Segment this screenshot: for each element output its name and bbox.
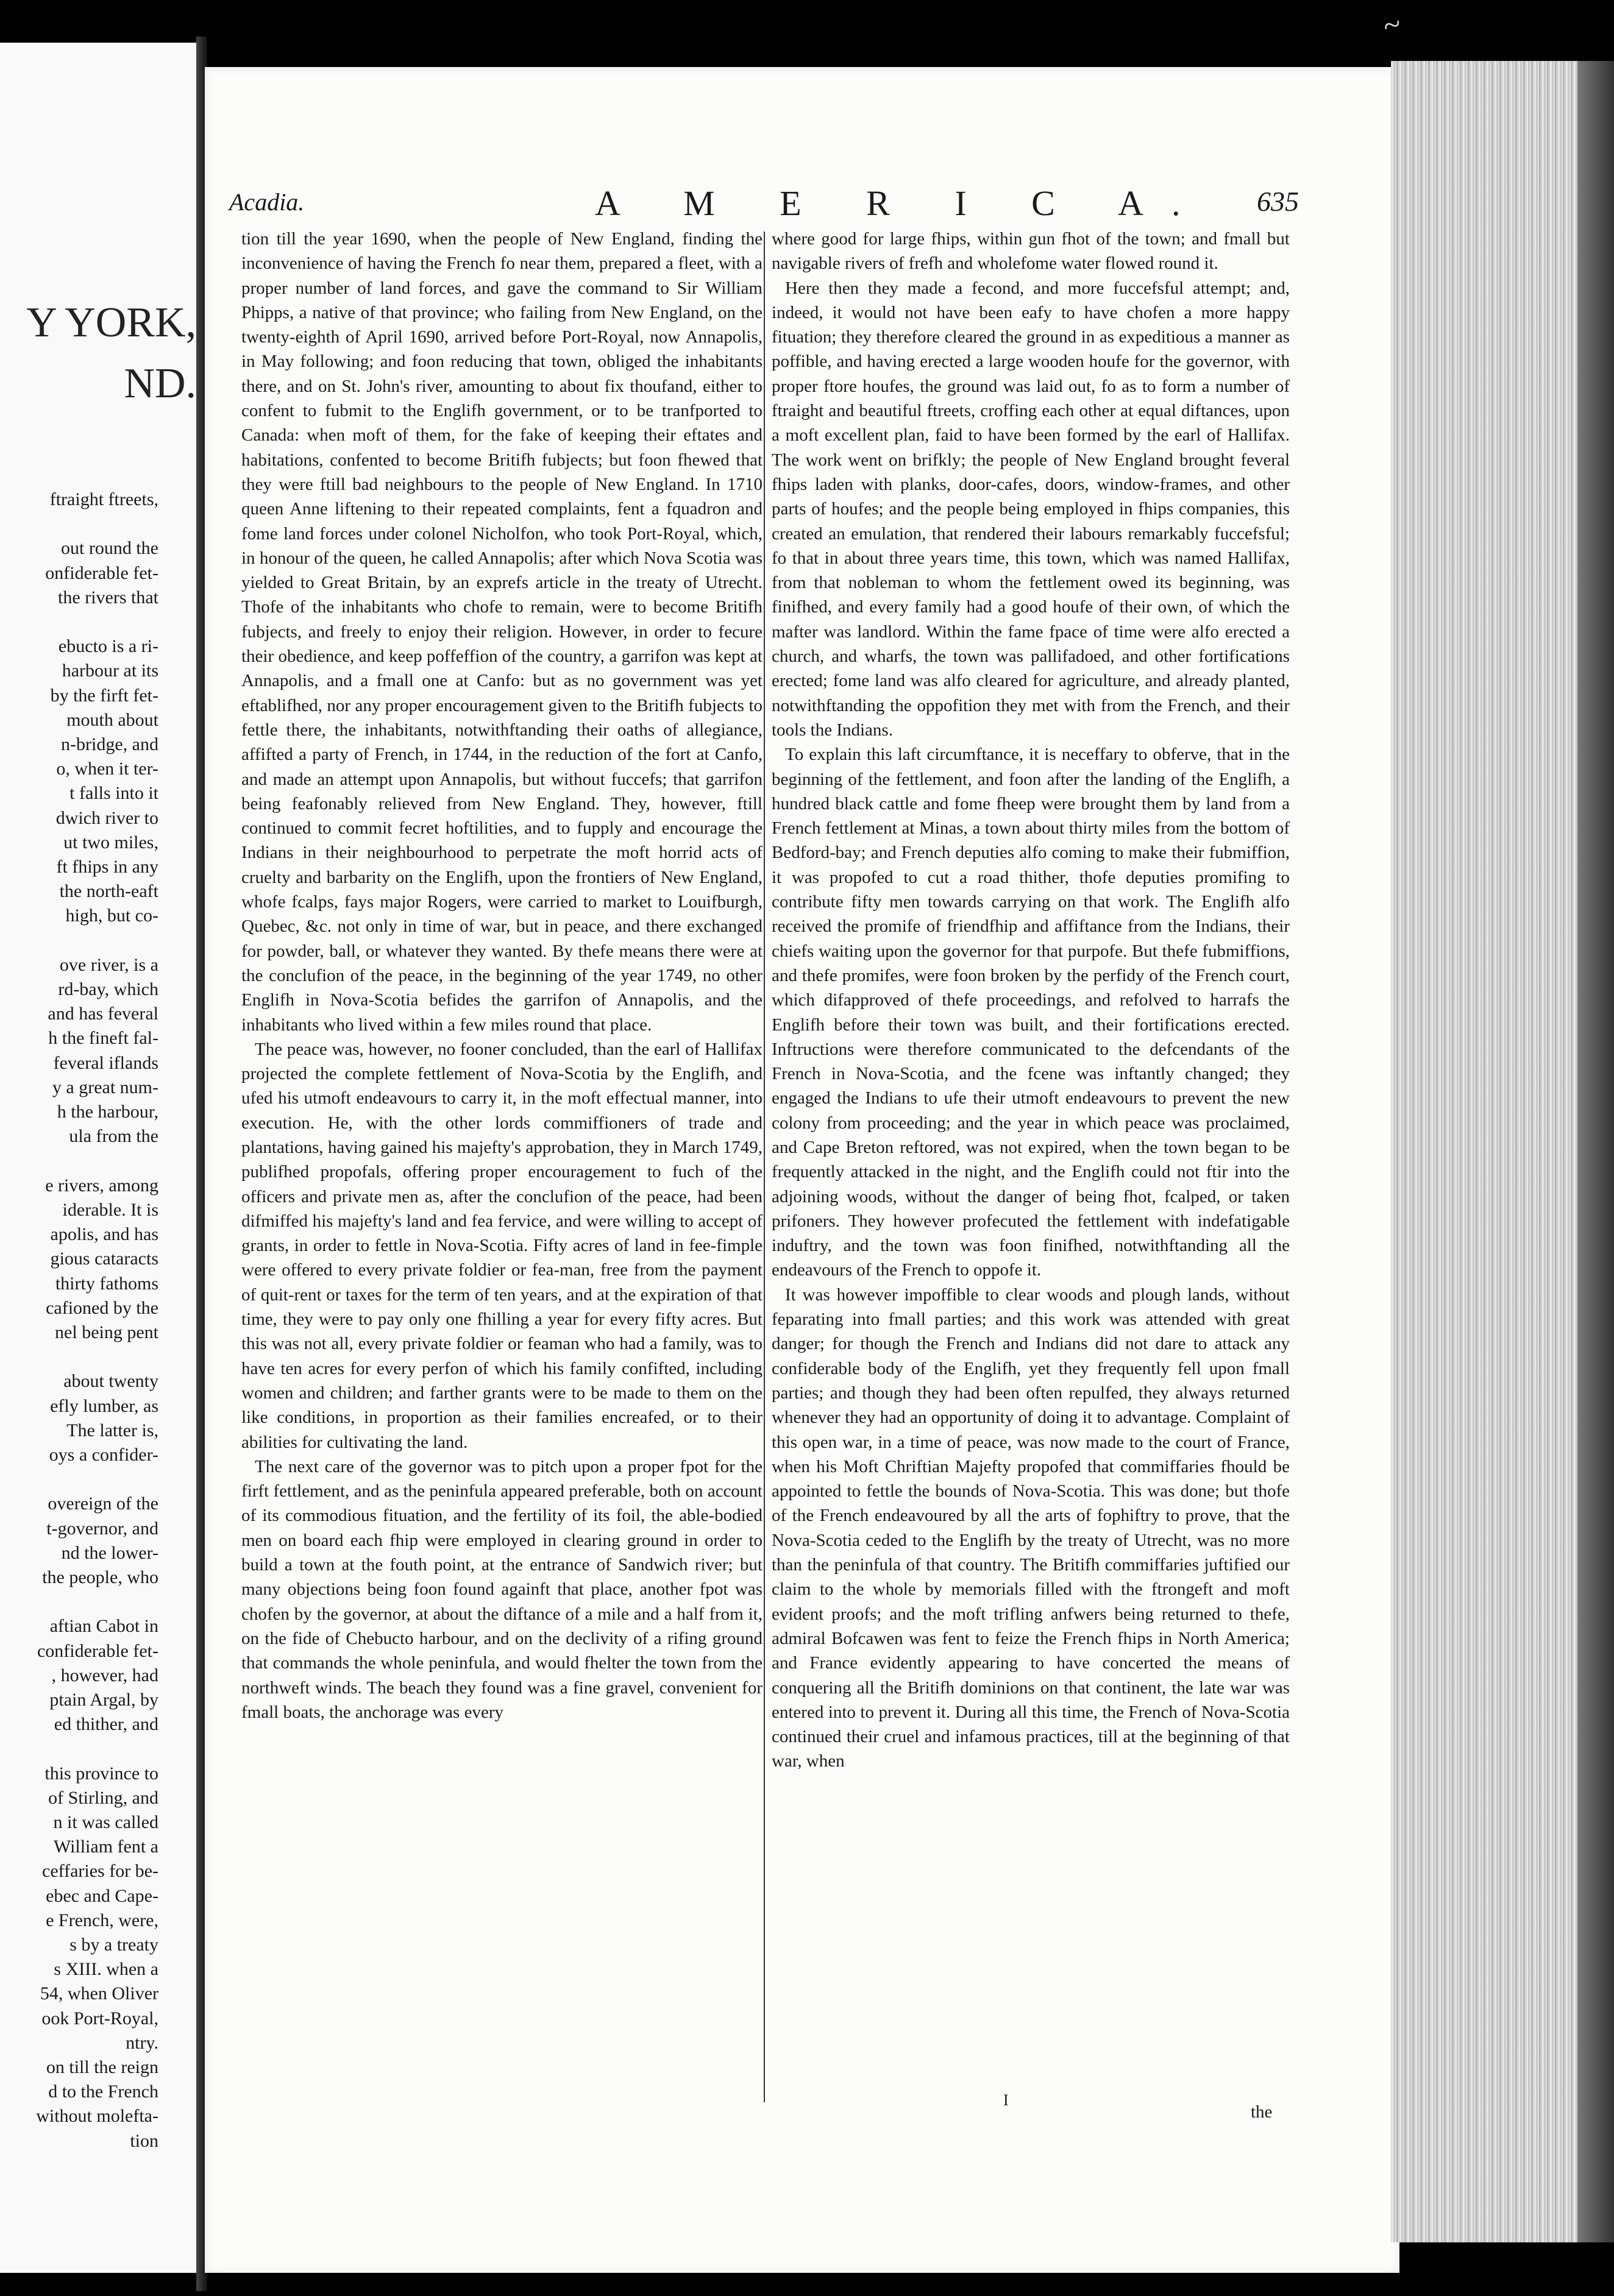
left-page-line: e French, were, <box>46 1910 158 1930</box>
left-page-line: d to the French <box>48 2082 158 2102</box>
left-page-line: ut two miles, <box>63 832 158 852</box>
left-page-line: nel being pent <box>55 1322 158 1342</box>
text-column-left <box>241 227 763 1724</box>
left-page-line: ebec and Cape- <box>46 1885 158 1906</box>
left-page-line: dwich river to <box>55 807 158 828</box>
left-page-line: oys a confider- <box>49 1444 158 1465</box>
left-page-line: 54, when Oliver <box>40 1983 158 2004</box>
left-page-line: ceffaries for be- <box>42 1861 158 1882</box>
left-page-line: feveral iflands <box>53 1052 158 1073</box>
left-page-line: s XIII. when a <box>54 1959 158 1980</box>
left-page-line <box>0 1590 158 1614</box>
page-number: 635 <box>1257 186 1299 217</box>
left-page-line <box>0 1737 158 1761</box>
left-page-line: apolis, and has <box>50 1224 158 1245</box>
left-page-line: the people, who <box>42 1567 158 1587</box>
left-page-heading-line-1: Y YORK, <box>26 299 196 346</box>
left-page-line: , however, had <box>51 1665 158 1685</box>
running-head-title: A M E R I C A. <box>595 183 1209 223</box>
left-page-line: on till the reign <box>46 2057 158 2077</box>
left-page-line: efly lumber, as <box>50 1395 158 1416</box>
left-page-line: y a great num- <box>52 1077 158 1097</box>
column-divider <box>764 232 765 2102</box>
left-page-line <box>0 1345 158 1369</box>
left-page-line: onfiderable fet- <box>45 562 158 583</box>
left-page-line: rd-bay, which <box>58 979 158 1000</box>
left-page-line: o, when it ter- <box>56 759 158 779</box>
left-page-line: without molefta- <box>36 2106 158 2127</box>
left-page-line: gious cataracts <box>50 1249 158 1269</box>
right-page <box>205 67 1399 2273</box>
left-page-line: ftraight ftreets, <box>49 489 158 509</box>
left-page-line: overeign of the <box>48 1493 158 1514</box>
left-page-line: the rivers that <box>58 587 158 608</box>
left-page-line: high, but co- <box>65 905 158 926</box>
corner-ink-mark: ~ <box>1379 6 1405 44</box>
left-page-line: h the harbour, <box>57 1102 158 1122</box>
left-page-line: harbour at its <box>62 661 158 681</box>
left-page-line: out round the <box>61 538 158 559</box>
paragraph: tion till the year 1690, when the people of New England, finding the inconvenience of having the French fo near them, prepared a fleet, with a proper number of land forces, and gave the command to Sir William Phipps, a native of that province; who failing from New England, on the twenty-eighth of April 1690, arrived before Port-Royal, now Annapolis, in May following; and foon reducing that town, obliged the inhabitants there, and on St. John's river, amounting to about fix thoufand, either to confent to fubmit to the Englifh government, or to be tranfported to Canada: when moft of them, for the fake of keeping their eftates and habitations, confented to become Britifh fubjects; but foon fhewed that they were ftill bad neighbours to the people of New England. In 1710 queen Anne liftening to their repeated complaints, fent a fquadron and fome land forces under colonel Nicholfon, who took Port-Royal, which, in honour of the queen, he called Annapolis; after which Nova Scotia was yielded to Great Britain, by an exprefs article in the treaty of Utrecht. Thofe of the inhabitants who chofe to remain, were to become Britifh fubjects, and freely to enjoy their religion. However, in order to fecure their obedience, and keep poffeffion of the country, a garrifon was kept at Annapolis, and a fmall one at Canfo: but as no government was yet eftablifhed, nor any proper encouragement given to the Britifh fubjects to fettle there, the inhabitants, notwithftanding their oaths of allegiance, affifted a party of French, in 1744, in the reduction of the fort at Canfo, and made an attempt upon Annapolis, but without fuccefs; that garrifon being feafonably relieved from New England. They, however, ftill continued to commit fecret hoftilities, and to fupply and encourage the Indians in their neighbourhood to perpetrate the moft horrid acts of cruelty and barbarity on the Englifh, upon the frontiers of New England, whofe fcalps, fays major Rogers, were carried to market to Louifburgh, Quebec, &c. not only in time of war, but in peace, and there exchanged for powder, ball, or whatever they wanted. By thefe means there were at the conclufion of the peace, in the beginning of the year 1749, no other Englifh in Nova-Scotia befides the garrifon of Annapolis, and the inhabitants who lived within a few miles round that place. <box>241 229 763 1035</box>
left-page-line: mouth about <box>66 709 158 730</box>
running-head-section: Acadia. <box>229 188 305 216</box>
left-facing-page <box>0 43 196 2273</box>
left-page-line: cafioned by the <box>46 1297 158 1318</box>
left-page-line: iderable. It is <box>62 1199 158 1220</box>
left-page-line: n it was called <box>53 1812 158 1832</box>
left-page-line: this province to <box>44 1763 158 1784</box>
left-page-heading-line-2: ND. <box>124 360 196 407</box>
left-page-line: confiderable fet- <box>37 1640 158 1661</box>
left-page-line: about twenty <box>63 1371 158 1392</box>
left-page-line <box>0 610 158 634</box>
left-page-line: h the fineft fal- <box>48 1028 158 1049</box>
left-page-line <box>0 512 158 536</box>
left-page-line: ed thither, and <box>54 1714 158 1735</box>
left-page-line <box>0 1467 158 1492</box>
left-page-line: of Stirling, and <box>48 1787 158 1808</box>
paragraph: To explain this laft circumftance, it is neceffary to obferve, that in the beginning of the fettlement, and foon after the landing of the Englifh, a hundred black cattle and fome fheep were brought them by land from a French fettlement at Minas, a town about thirty miles from the bottom of Bedford-bay; and French deputies alfo coming to make their fubmiffion, it was propofed to cut a road thither, thofe deputies promifing to contribute fifty men towards carrying on that work. The Englifh alfo received the promife of friendfhip and affiftance from the Indians, their chiefs waiting upon the governor for that purpofe. But thefe fubmiffions, and thefe promifes, were foon broken by the perfidy of the French court, which difapproved of thefe proceedings, and refolved to harrafs the Englifh before their town was built, and their fortifications erected. Inftructions were therefore communicated to the defcendants of the French in Nova-Scotia, and the fcene was inftantly changed; they engaged the Indians to ufe their utmoft endeavours to prevent the new colony from proceeding; and the year in which peace was proclaimed, and Cape Breton reftored, was not expired, when the town began to be frequently attacked in the night, and the Englifh could not ftir into the adjoining woods, without the danger of being fhot, fcalped, or taken prifoners. They however profecuted the fettlement with indefatigable induftry, and the town was foon finifhed, notwithftanding all the endeavours of the French to oppofe it. <box>772 745 1290 1280</box>
left-page-line: ebucto is a ri- <box>58 636 158 657</box>
catchword: the <box>1251 2102 1273 2122</box>
left-page-line: n-bridge, and <box>61 734 158 755</box>
left-page-line: s by a treaty <box>69 1934 158 1955</box>
left-page-line: ntry. <box>126 2032 158 2053</box>
left-page-text-fragments <box>0 487 158 2153</box>
paragraph: where good for large fhips, within gun fhot of the town; and fmall but navigable rivers of frefh and wholefome water flowed round it. <box>772 229 1290 274</box>
left-page-line: and has feveral <box>48 1004 158 1024</box>
signature-mark: I <box>1003 2091 1009 2109</box>
left-page-line: thirty fathoms <box>55 1273 158 1294</box>
left-page-line: aftian Cabot in <box>49 1616 158 1637</box>
left-page-line: nd the lower- <box>61 1542 158 1563</box>
left-page-line: tion <box>130 2130 158 2151</box>
left-page-line: ula from the <box>69 1126 158 1147</box>
text-column-right <box>772 227 1290 1774</box>
paragraph: Here then they made a fecond, and more fuccefsful attempt; and, indeed, it would not have been eafy to have chofen a more happy fituation; they therefore cleared the ground in as expeditious a manner as poffible, and having erected a large wooden houfe for the governor, with proper ftore houfes, the ground was laid out, fo as to form a number of ftraight and beautiful ftreets, croffing each other at equal diftances, upon a moft excellent plan, faid to have been formed by the earl of Hallifax. The work went on brifkly; the people of New England brought feveral fhips laden with planks, door-cafes, doors, window-frames, and other parts of houfes; and the people being employed in fhips companies, this created an emulation, that rendered their labours remarkably fuccefsful; fo that in about three years time, this town, which was named Hallifax, from that nobleman to whom the fettlement owed its beginning, was finifhed, and every family had a good houfe of their own, of which the mafter was landlord. Within the fame fpace of time were alfo erected a church, and wharfs, the town was pallifadoed, and other fortifications erected; fome land was alfo cleared for agriculture, and already planted, notwithftanding the oppofition they met with from the French, and their tools the Indians. <box>772 278 1290 740</box>
left-page-line: ove river, is a <box>59 954 158 975</box>
book-edge-shadow <box>1577 61 1614 2242</box>
left-page-line: ptain Argal, by <box>49 1689 158 1710</box>
left-page-line: t falls into it <box>69 783 158 804</box>
left-page-line: William fent a <box>53 1837 158 1857</box>
paragraph: The peace was, however, no fooner concluded, than the earl of Hallifax projected the complete fettlement of Nova-Scotia by the Englifh, and ufed his utmoft endeavours to carry it, in the moft effectual manner, into execution. He, with the other lords commiffioners of trade and plantations, having gained his majefty's approbation, they in March 1749, publifhed propofals, offering proper encouragement to fuch of the officers and private men as, after the conclufion of the peace, had been difmiffed his majefty's land and fea fervice, and were willing to accept of grants, in order to fettle in Nova-Scotia. Fifty acres of land in fee-fimple were offered to every private foldier or fea-man, free from the payment of quit-rent or taxes for the term of ten years, and at the expiration of that time, they were to pay only one fhilling a year for every fifty acres. But this was not all, every private foldier or feaman who had a family, was to have ten acres for every perfon of which his family confifted, including women and children; and farther grants were to be made to them on the like conditions, in proportion as their families encreafed, or to their abilities for cultivating the land. <box>241 1039 763 1452</box>
paragraph: The next care of the governor was to pitch upon a proper fpot for the firft fettlement, and as the peninfula appeared preferable, both on account of its commodious fituation, and the fertility of its foil, the able-bodied men on board each fhip were employed in clearing ground in order to build a town at the fouth point, at the entrance of Sandwich river; but many objections being foon found againft that place, another fpot was chofen by the governor, at about the diftance of a mile and a half from it, on the fide of Chebucto harbour, and on the declivity of a rifing ground that commands the whole peninfula, and would fhelter the town from the northweft winds. The beach they found was a fine gravel, convenient for fmall boats, the anchorage was every <box>241 1456 763 1722</box>
left-page-line: by the firft fet- <box>50 685 158 706</box>
left-page-line: ft fhips in any <box>56 857 158 877</box>
left-page-line: e rivers, among <box>45 1175 158 1196</box>
left-page-line: the north-eaft <box>59 881 158 902</box>
paragraph: It was however impoffible to clear woods and plough lands, without feparating into fmall parties; and this work was attended with great danger; for though the French and Indians did not dare to attack any confiderable body of the Englifh, yet they frequently fell upon fmall parties; and though they had been often repulfed, they always returned whenever they had an opportunity of doing it to advantage. Complaint of this open war, in a time of peace, was now made to the court of France, when his Moft Chriftian Majefty propofed that commiffaries fhould be appointed to fettle the bounds of Nova-Scotia. This was done; but thofe of the French endeavoured by all the arts of fophiftry to prove, that the Nova-Scotia ceded to the Englifh by the treaty of Utrecht, was no more than the peninfula of that country. The Britifh commiffaries juftified our claim to the whole by memorials filled with the ftrongeft and moft evident proofs; and the moft trifling anfwers being returned to thefe, admiral Bofcawen was fent to feize the French fhips in North America; and France evidently appearing to have concerted the means of conquering all the Britifh dominions on that continent, the late war was entered into to prevent it. During all this time, the French of Nova-Scotia continued their cruel and infamous practices, till at the beginning of that war, when <box>772 1284 1290 1771</box>
left-page-line: The latter is, <box>66 1420 158 1440</box>
left-page-line <box>0 1149 158 1173</box>
left-page-line: t-governor, and <box>46 1518 158 1539</box>
left-page-line: ook Port-Royal, <box>41 2008 158 2028</box>
left-page-line <box>0 929 158 953</box>
